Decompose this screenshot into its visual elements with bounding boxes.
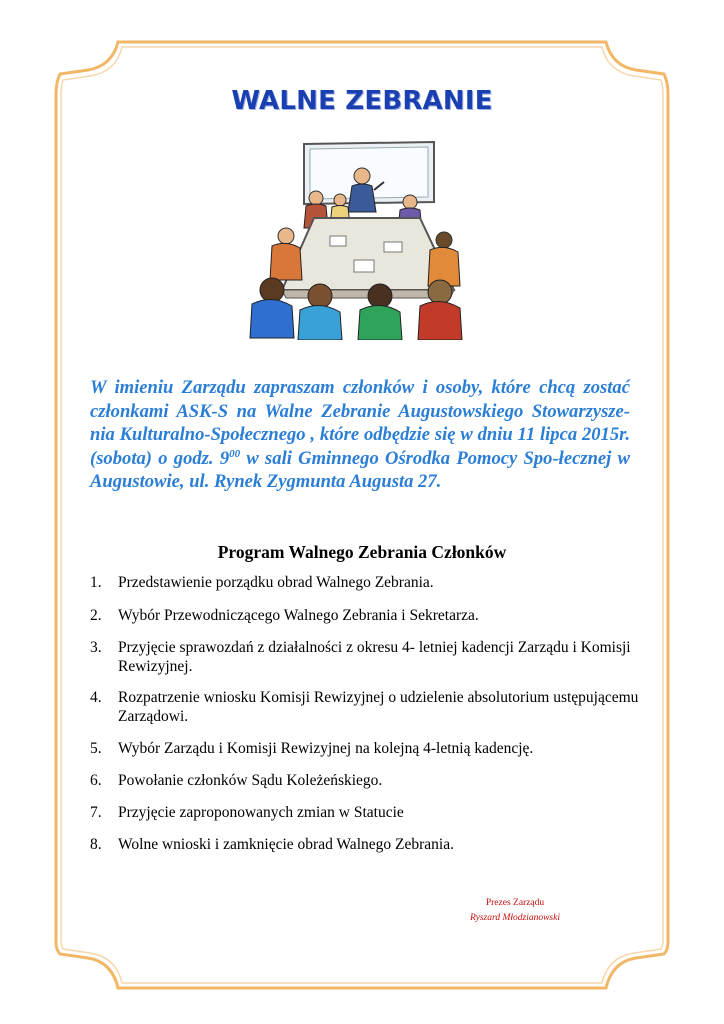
program-item-number: 5.	[90, 740, 102, 757]
invitation-text-part1: W imieniu Zarządu zapraszam członków i osoby, które chcą zostać członkami ASK-S na Walne Zebranie Augustowskiego Stowarzysze-nia Kulturalno-Społecznego , które odbędzie się w dniu 11 lipca 2015r. (sobota) o godz. 9	[90, 377, 630, 469]
invitation-text-part2: w sali Gminnego Ośrodka Pomocy Spo-łecznej w Augustowie, ul. Rynek Zygmunta Augusta 27.	[90, 447, 630, 492]
program-item-number: 4.	[90, 689, 102, 706]
hour-minutes-superscript: 00	[229, 447, 241, 460]
program-item-text: Powołanie członków Sądu Koleżeńskiego.	[118, 772, 383, 789]
program-item-number: 7.	[90, 804, 102, 821]
program-item-number: 3.	[90, 639, 102, 656]
signature-block	[470, 896, 560, 926]
program-heading: Program Walnego Zebrania Członków	[217, 542, 507, 562]
program-item-number: 2.	[90, 607, 102, 624]
program-item-text: Przyjęcie zaproponowanych zmian w Statucie	[118, 804, 404, 821]
meeting-illustration	[244, 140, 480, 340]
program-item	[90, 573, 640, 592]
attendee-left	[270, 228, 302, 280]
attendee-right	[428, 232, 460, 286]
program-item	[90, 771, 640, 790]
invitation-text	[90, 376, 630, 494]
program-item-text: Wybór Zarządu i Komisji Rewizyjnej na kolejną 4-letnią kadencję.	[118, 740, 534, 757]
program-item	[90, 638, 640, 676]
page-title: WALNE ZEBRANIE	[231, 86, 493, 116]
program-item-number: 1.	[90, 574, 102, 591]
program-item-text: Wolne wnioski i zamknięcie obrad Walnego Zebrania.	[118, 836, 454, 853]
program-item-number: 6.	[90, 772, 102, 789]
program-item	[90, 835, 640, 854]
program-item-number: 8.	[90, 836, 102, 853]
program-item	[90, 688, 640, 726]
program-item-text: Przedstawienie porządku obrad Walnego Zebrania.	[118, 574, 434, 591]
signature-name: Ryszard Młodzianowski	[470, 913, 560, 923]
program-item-text: Wybór Przewodniczącego Walnego Zebrania i Sekretarza.	[118, 607, 479, 624]
program-item	[90, 606, 640, 625]
program-item-text: Rozpatrzenie wniosku Komisji Rewizyjnej o udzielenie absolutorium ustępującemu Zarządowi.	[118, 689, 639, 725]
signature-role: Prezes Zarządu	[485, 898, 545, 908]
program-item	[90, 803, 640, 822]
program-item	[90, 739, 640, 758]
program-item-text: Przyjęcie sprawozdań z działalności z okresu 4- letniej kadencji Zarządu i Komisji Rewizyjnej.	[118, 639, 631, 675]
